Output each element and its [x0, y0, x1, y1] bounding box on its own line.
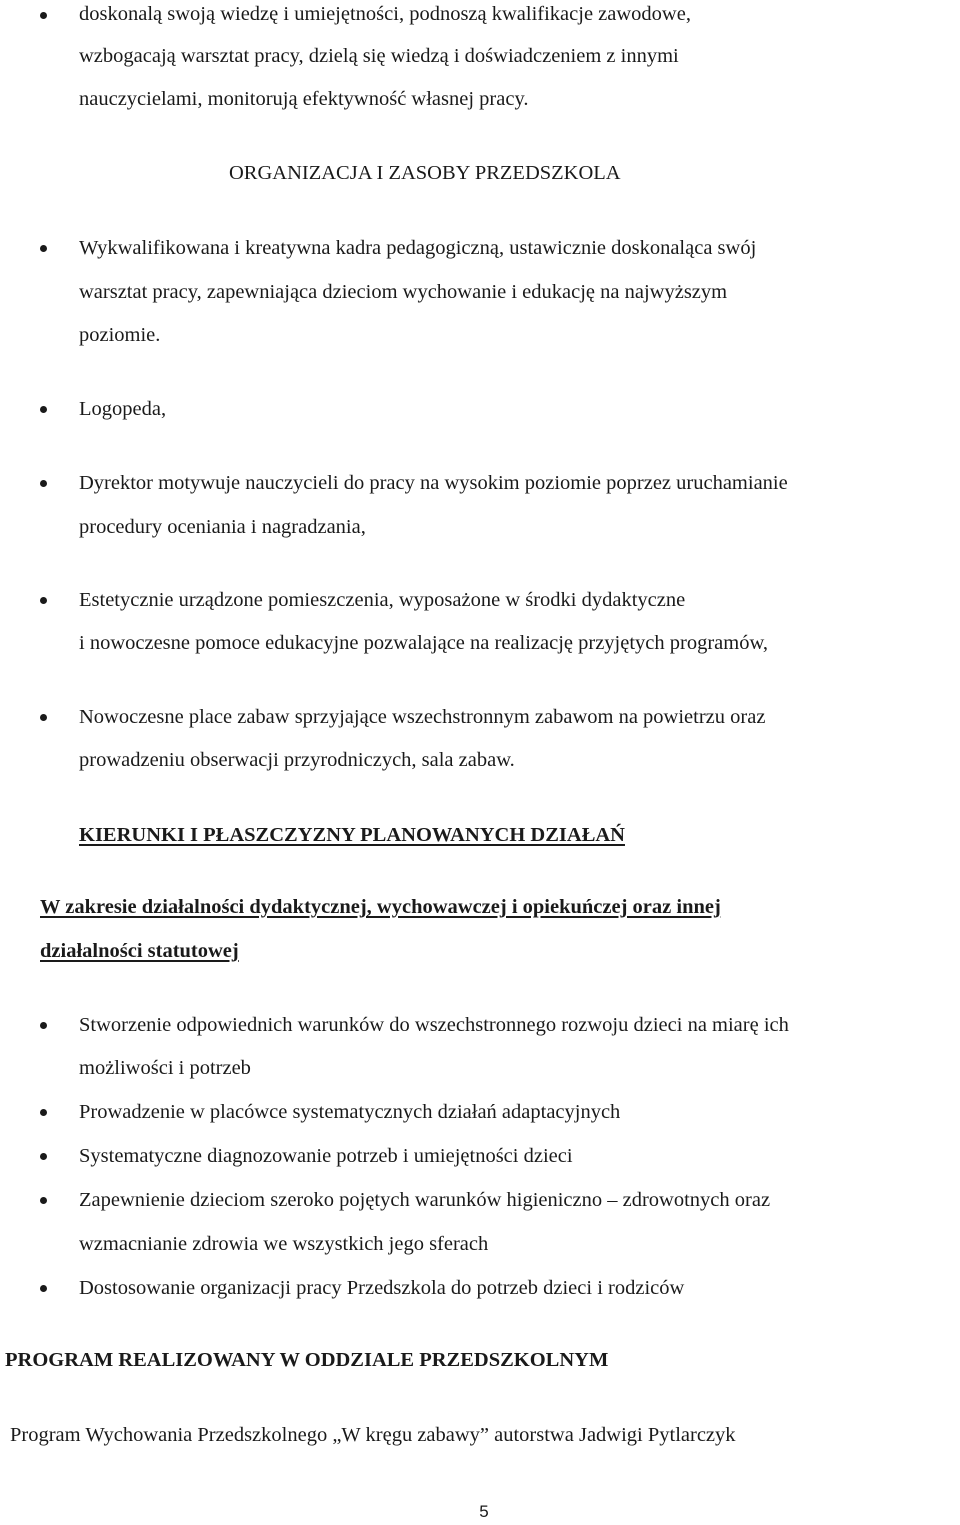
list-item-line: Dostosowanie organizacji pracy Przedszkola do potrzeb dzieci i rodziców [79, 1277, 685, 1299]
bullet-icon [40, 1197, 47, 1204]
section-subheading: działalności statutowej [40, 940, 239, 962]
bullet-icon [40, 406, 47, 413]
section-heading-program: PROGRAM REALIZOWANY W ODDZIALE PRZEDSZKOLNYM [5, 1349, 609, 1371]
list-item-line: i nowoczesne pomoce edukacyjne pozwalające na realizację przyjętych programów, [79, 632, 769, 654]
section-heading-directions: KIERUNKI I PŁASZCZYZNY PLANOWANYCH DZIAŁAŃ [79, 824, 625, 846]
list-item-line: Systematyczne diagnozowanie potrzeb i umiejętności dzieci [79, 1145, 573, 1167]
bullet-icon [40, 1153, 47, 1160]
page-number: 5 [479, 1502, 489, 1521]
bullet-icon [40, 12, 47, 19]
section-heading-organization: ORGANIZACJA I ZASOBY PRZEDSZKOLA [229, 162, 621, 184]
bullet-icon [40, 245, 47, 252]
list-item-line: Stworzenie odpowiednich warunków do wszechstronnego rozwoju dzieci na miarę ich [79, 1014, 789, 1036]
section-subheading: W zakresie działalności dydaktycznej, wychowawczej i opiekuńczej oraz innej [40, 896, 721, 918]
list-item-line: procedury oceniania i nagradzania, [79, 516, 366, 538]
list-item-line: nauczycielami, monitorują efektywność własnej pracy. [79, 88, 529, 110]
list-item-line: Prowadzenie w placówce systematycznych działań adaptacyjnych [79, 1101, 621, 1123]
bullet-icon [40, 1285, 47, 1292]
list-item-line: doskonalą swoją wiedzę i umiejętności, podnoszą kwalifikacje zawodowe, [79, 3, 691, 25]
bullet-icon [40, 597, 47, 604]
list-item-line: Nowoczesne place zabaw sprzyjające wszechstronnym zabawom na powietrzu oraz [79, 706, 766, 728]
list-item-line: wzmacnianie zdrowia we wszystkich jego sferach [79, 1233, 489, 1255]
list-item-line: Zapewnienie dzieciom szeroko pojętych warunków higieniczno – zdrowotnych oraz [79, 1189, 771, 1211]
list-item-line: Logopeda, [79, 398, 167, 420]
bullet-icon [40, 480, 47, 487]
list-item-line: wzbogacają warsztat pracy, dzielą się wiedzą i doświadczeniem z innymi [79, 45, 679, 67]
list-item-line: Wykwalifikowana i kreatywna kadra pedagogiczną, ustawicznie doskonaląca swój [79, 237, 757, 259]
list-item-line: poziomie. [79, 324, 161, 346]
list-item-line: Estetycznie urządzone pomieszczenia, wyposażone w środki dydaktyczne [79, 589, 686, 611]
list-item-line: Dyrektor motywuje nauczycieli do pracy na wysokim poziomie poprzez uruchamianie [79, 472, 788, 494]
program-description: Program Wychowania Przedszkolnego „W kręgu zabawy” autorstwa Jadwigi Pytlarczyk [10, 1424, 736, 1446]
list-item-line: prowadzeniu obserwacji przyrodniczych, sala zabaw. [79, 749, 515, 771]
bullet-icon [40, 1022, 47, 1029]
list-item-line: możliwości i potrzeb [79, 1057, 251, 1079]
bullet-icon [40, 1109, 47, 1116]
bullet-icon [40, 714, 47, 721]
list-item-line: warsztat pracy, zapewniająca dzieciom wychowanie i edukację na najwyższym [79, 281, 728, 303]
